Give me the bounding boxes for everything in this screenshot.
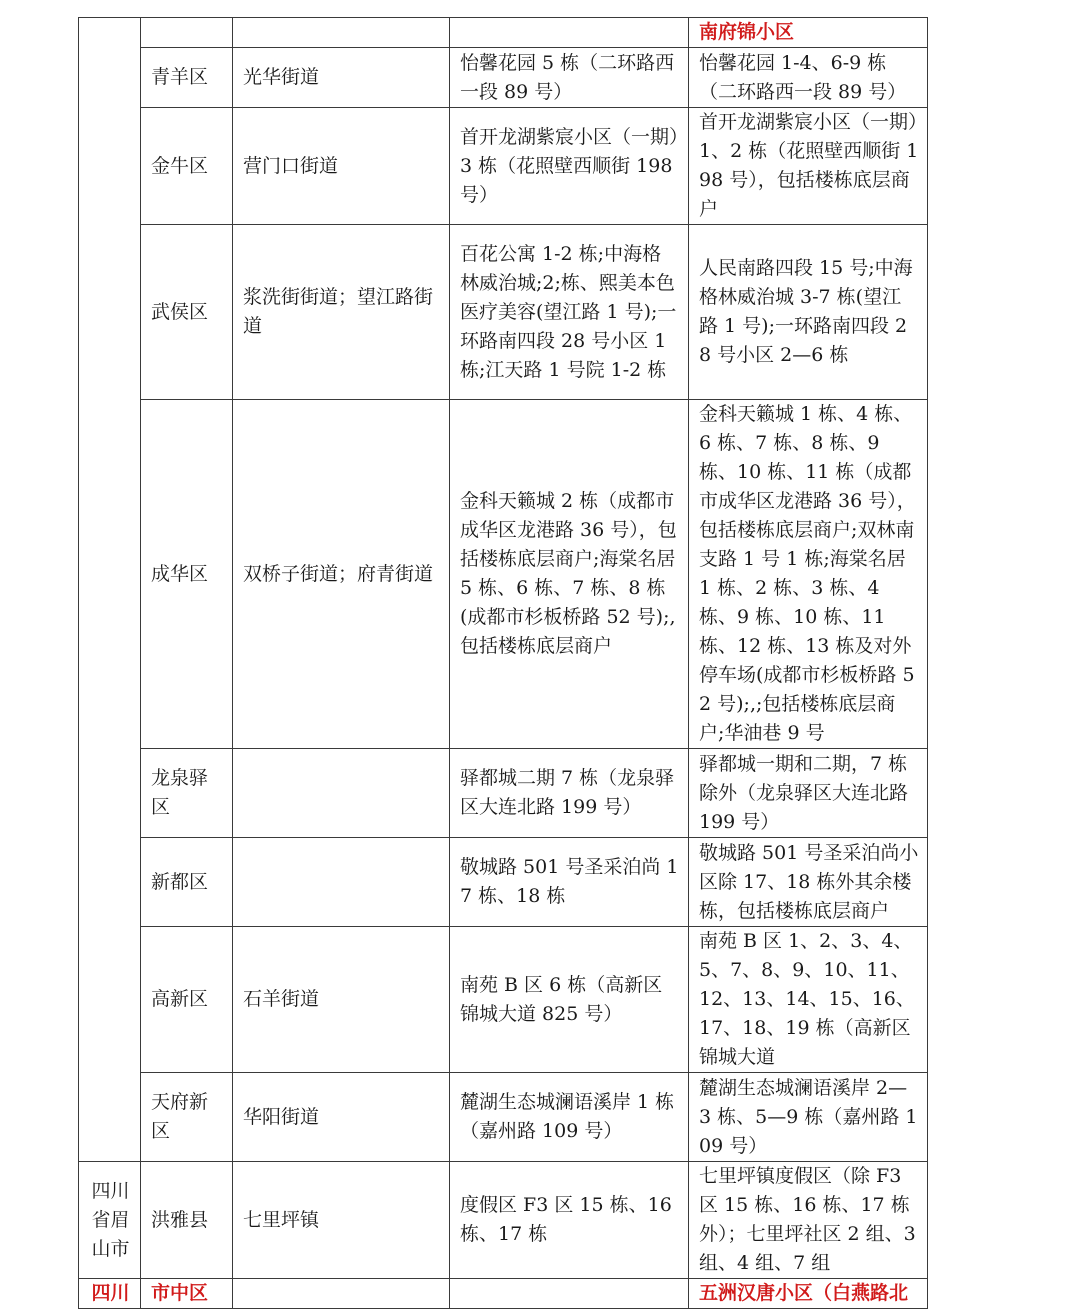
district-cell: 市中区 (141, 1279, 233, 1309)
district-cell: 新都区 (141, 838, 233, 927)
province-cell: 四川 (79, 1279, 141, 1309)
district-cell: 金牛区 (141, 108, 233, 225)
current-area-cell: 金科天籁城 2 栋（成都市成华区龙港路 36 号），包括楼栋底层商户;海棠名居 5 栋、6 栋、7 栋、8 栋(成都市杉板桥路 52 号);,包括楼栋底层商户 (450, 400, 689, 749)
current-area-cell: 麓湖生态城澜语溪岸 1 栋（嘉州路 109 号） (450, 1073, 689, 1162)
street-cell: 七里坪镇 (233, 1162, 450, 1279)
adjusted-area-cell: 首开龙湖紫宸小区（一期）1、2 栋（花照壁西顺街 198 号），包括楼栋底层商户 (689, 108, 928, 225)
street-cell (233, 1279, 450, 1309)
district-cell: 成华区 (141, 400, 233, 749)
current-area-cell (450, 1279, 689, 1309)
adjusted-area-cell: 人民南路四段 15 号;中海格林威治城 3-7 栋(望江路 1 号);一环路南四段 28 号小区 2—6 栋 (689, 225, 928, 400)
adjusted-area-cell: 怡馨花园 1-4、6-9 栋（二环路西一段 89 号） (689, 48, 928, 108)
area-adjustment-table (78, 17, 928, 1309)
table-row (79, 18, 928, 48)
district-cell: 武侯区 (141, 225, 233, 400)
district-cell: 高新区 (141, 927, 233, 1073)
table-row (79, 48, 928, 108)
table-row (79, 1162, 928, 1279)
district-cell: 天府新区 (141, 1073, 233, 1162)
adjusted-area-cell: 南府锦小区 (689, 18, 928, 48)
current-area-cell: 驿都城二期 7 栋（龙泉驿区大连北路 199 号） (450, 749, 689, 838)
adjusted-area-cell: 南苑 B 区 1、2、3、4、5、7、8、9、10、11、12、13、14、15、16、17、18、19 栋（高新区锦城大道 (689, 927, 928, 1073)
province-cell (79, 18, 141, 1162)
district-cell: 龙泉驿区 (141, 749, 233, 838)
street-cell (233, 838, 450, 927)
district-cell: 洪雅县 (141, 1162, 233, 1279)
table-row (79, 1279, 928, 1309)
street-cell: 石羊街道 (233, 927, 450, 1073)
current-area-cell: 百花公寓 1-2 栋;中海格林威治城;2;栋、熙美本色医疗美容(望江路 1 号);一环路南四段 28 号小区 1 栋;江天路 1 号院 1-2 栋 (450, 225, 689, 400)
street-cell: 浆洗街街道；望江路街道 (233, 225, 450, 400)
current-area-cell: 度假区 F3 区 15 栋、16 栋、17 栋 (450, 1162, 689, 1279)
table-row (79, 108, 928, 225)
adjusted-area-cell: 麓湖生态城澜语溪岸 2—3 栋、5—9 栋（嘉州路 109 号） (689, 1073, 928, 1162)
district-cell: 青羊区 (141, 48, 233, 108)
current-area-cell: 南苑 B 区 6 栋（高新区锦城大道 825 号） (450, 927, 689, 1073)
current-area-cell (450, 18, 689, 48)
street-cell: 华阳街道 (233, 1073, 450, 1162)
street-cell: 营门口街道 (233, 108, 450, 225)
table-row (79, 225, 928, 400)
district-cell (141, 18, 233, 48)
table-row (79, 400, 928, 749)
table-row (79, 838, 928, 927)
current-area-cell: 怡馨花园 5 栋（二环路西一段 89 号） (450, 48, 689, 108)
table-row (79, 927, 928, 1073)
street-cell (233, 18, 450, 48)
table-row (79, 749, 928, 838)
adjusted-area-cell: 敬城路 501 号圣采泊尚小区除 17、18 栋外其余楼栋，包括楼栋底层商户 (689, 838, 928, 927)
street-cell (233, 749, 450, 838)
adjusted-area-cell: 金科天籁城 1 栋、4 栋、6 栋、7 栋、8 栋、9 栋、10 栋、11 栋（成都市成华区龙港路 36 号），包括楼栋底层商户;双林南支路 1 号 1 栋;海棠名居 1 栋、2 栋、3 栋、4 栋、9 栋、10 栋、11 栋、12 栋、13 栋及对外停车场(成都市杉板桥路 52 号);,;包括楼栋底层商户;华油巷 9 号 (689, 400, 928, 749)
current-area-cell: 敬城路 501 号圣采泊尚 17 栋、18 栋 (450, 838, 689, 927)
street-cell: 光华街道 (233, 48, 450, 108)
street-cell: 双桥子街道；府青街道 (233, 400, 450, 749)
current-area-cell: 首开龙湖紫宸小区（一期）3 栋（花照壁西顺街 198 号） (450, 108, 689, 225)
adjusted-area-cell: 七里坪镇度假区（除 F3 区 15 栋、16 栋、17 栋外）；七里坪社区 2 组、3 组、4 组、7 组 (689, 1162, 928, 1279)
adjusted-area-cell: 驿都城一期和二期，7 栋除外（龙泉驿区大连北路 199 号） (689, 749, 928, 838)
province-cell: 四川省眉山市 (79, 1162, 141, 1279)
table-row (79, 1073, 928, 1162)
adjusted-area-cell: 五洲汉唐小区（白燕路北 (689, 1279, 928, 1309)
